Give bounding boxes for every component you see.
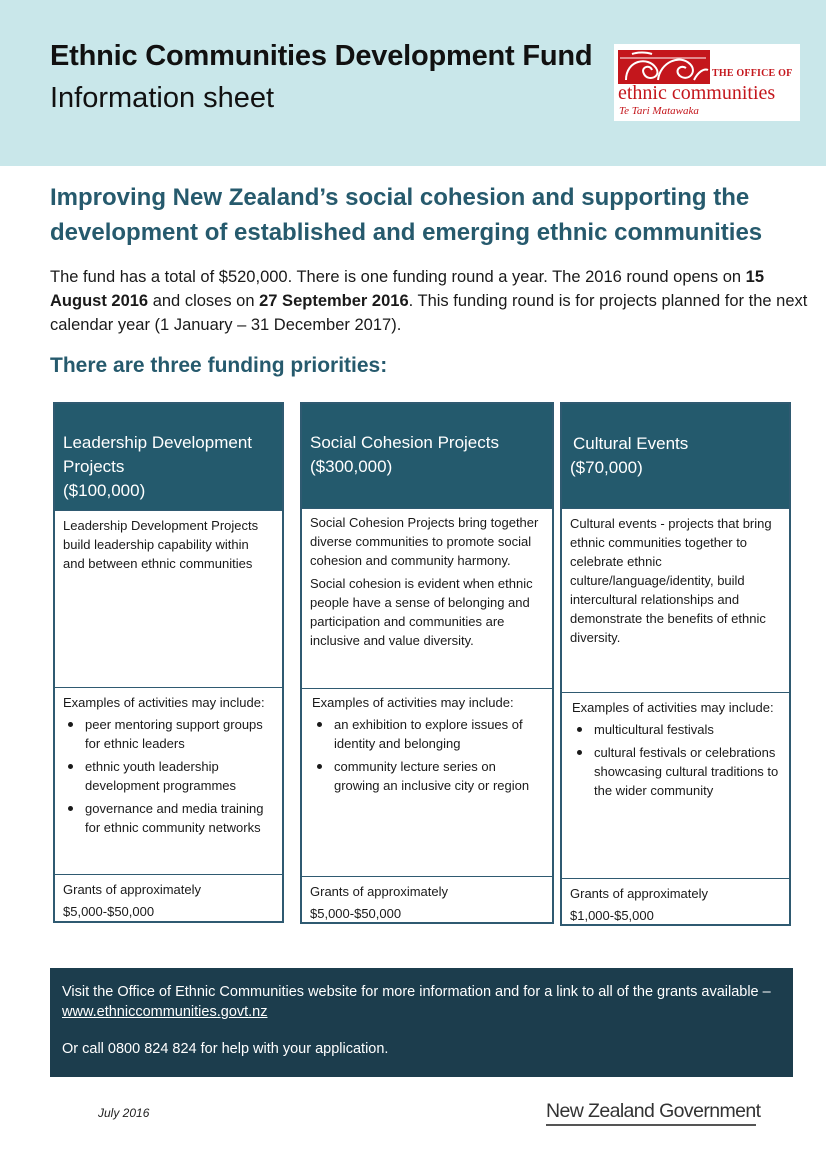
priority-column-leadership [53,402,284,923]
column-examples [562,692,789,878]
grants-label: Grants of approximately [570,886,709,901]
description-text: Cultural events - projects that bring ethnic communities together to celebrate ethnic culture/language/identity, build intercultural relationships and demonstrate the benefits of ethnic diversity. [570,516,772,645]
column-amount: ($300,000) [310,457,393,476]
list-item: multicultural festivals [594,720,781,739]
examples-list [312,715,544,795]
column-header [55,404,282,510]
priorities-heading: There are three funding priorities: [50,354,388,377]
visit-text: Visit the Office of Ethnic Communities website for more information and for a link to all of the grants available – [62,984,771,1000]
headline: Improving New Zealand’s social cohesion and supporting the development of established and emerging ethnic communities [50,184,763,246]
logo-maori-name: Te Tari Matawaka [619,105,699,117]
grants-label: Grants of approximately [63,882,202,897]
column-title: Leadership Development Projects [63,433,253,476]
logo-wordmark: ethnic communities [618,82,776,104]
nz-government-underline [546,1124,756,1126]
examples-list [63,715,274,837]
column-title: Social Cohesion Projects [310,433,499,452]
publication-date: July 2016 [98,1106,150,1120]
description-text-2: Social cohesion is evident when ethnic people have a sense of belonging and participation and communities are inclusive and value diversity. [310,576,533,648]
column-amount: ($100,000) [63,481,146,500]
description-text: Leadership Development Projects build leadership capability within and between ethnic communities [63,518,259,571]
ethnic-communities-logo [614,44,800,121]
examples-label: Examples of activities may include: [572,700,774,715]
logo-office-of: THE OFFICE OF [712,68,793,79]
column-description [55,510,282,687]
nz-government-wordmark: New Zealand Government [546,1100,761,1122]
close-date: 27 September 2016 [259,292,409,310]
contact-box [50,968,793,1077]
column-header [562,404,789,508]
spiral-logo-icon [618,50,710,84]
priority-column-cultural-events [560,402,791,926]
grants-range: $5,000-$50,000 [310,906,402,921]
column-title: Cultural Events [573,434,689,453]
intro-text-1: The fund has a total of $520,000. There is one funding round a year. The 2016 round opens on [50,268,746,286]
list-item: community lecture series on growing an inclusive city or region [334,757,544,795]
visit-paragraph [62,982,781,1022]
nz-government-logo [546,1098,760,1128]
list-item: cultural festivals or celebrations showcasing cultural traditions to the wider community [594,743,781,800]
intro-paragraph [50,265,820,337]
header-band [0,0,826,166]
examples-list [572,720,781,800]
priority-column-social-cohesion [300,402,554,924]
column-header [302,404,552,508]
column-grants [55,874,282,921]
column-amount: ($70,000) [570,458,643,477]
description-text: Social Cohesion Projects bring together diverse communities to promote social cohesion and community harmony. [310,515,539,568]
page-title: Ethnic Communities Development Fund [50,40,593,72]
list-item: ethnic youth leadership development programmes [85,757,274,795]
list-item: an exhibition to explore issues of identity and belonging [334,715,544,753]
column-description [302,508,552,688]
page-subtitle: Information sheet [50,82,275,114]
column-examples [302,688,552,876]
column-grants [562,878,789,924]
list-item: peer mentoring support groups for ethnic leaders [85,715,274,753]
column-examples [55,687,282,874]
column-description [562,508,789,692]
grants-range: $1,000-$5,000 [570,908,654,923]
list-item: governance and media training for ethnic community networks [85,799,274,837]
website-link[interactable]: www.ethniccommunities.govt.nz [62,1004,268,1020]
intro-text-3: . This funding round is for projects planned for the next calendar year (1 January – 31 December 2017). [50,292,808,334]
grants-label: Grants of approximately [310,884,449,899]
intro-text-2: and closes on [148,292,260,310]
examples-label: Examples of activities may include: [63,695,265,710]
grants-range: $5,000-$50,000 [63,904,155,919]
column-grants [302,876,552,922]
open-date: 15 August 2016 [50,268,765,310]
examples-label: Examples of activities may include: [312,695,514,710]
call-text: Or call 0800 824 824 for help with your application. [62,1041,389,1057]
